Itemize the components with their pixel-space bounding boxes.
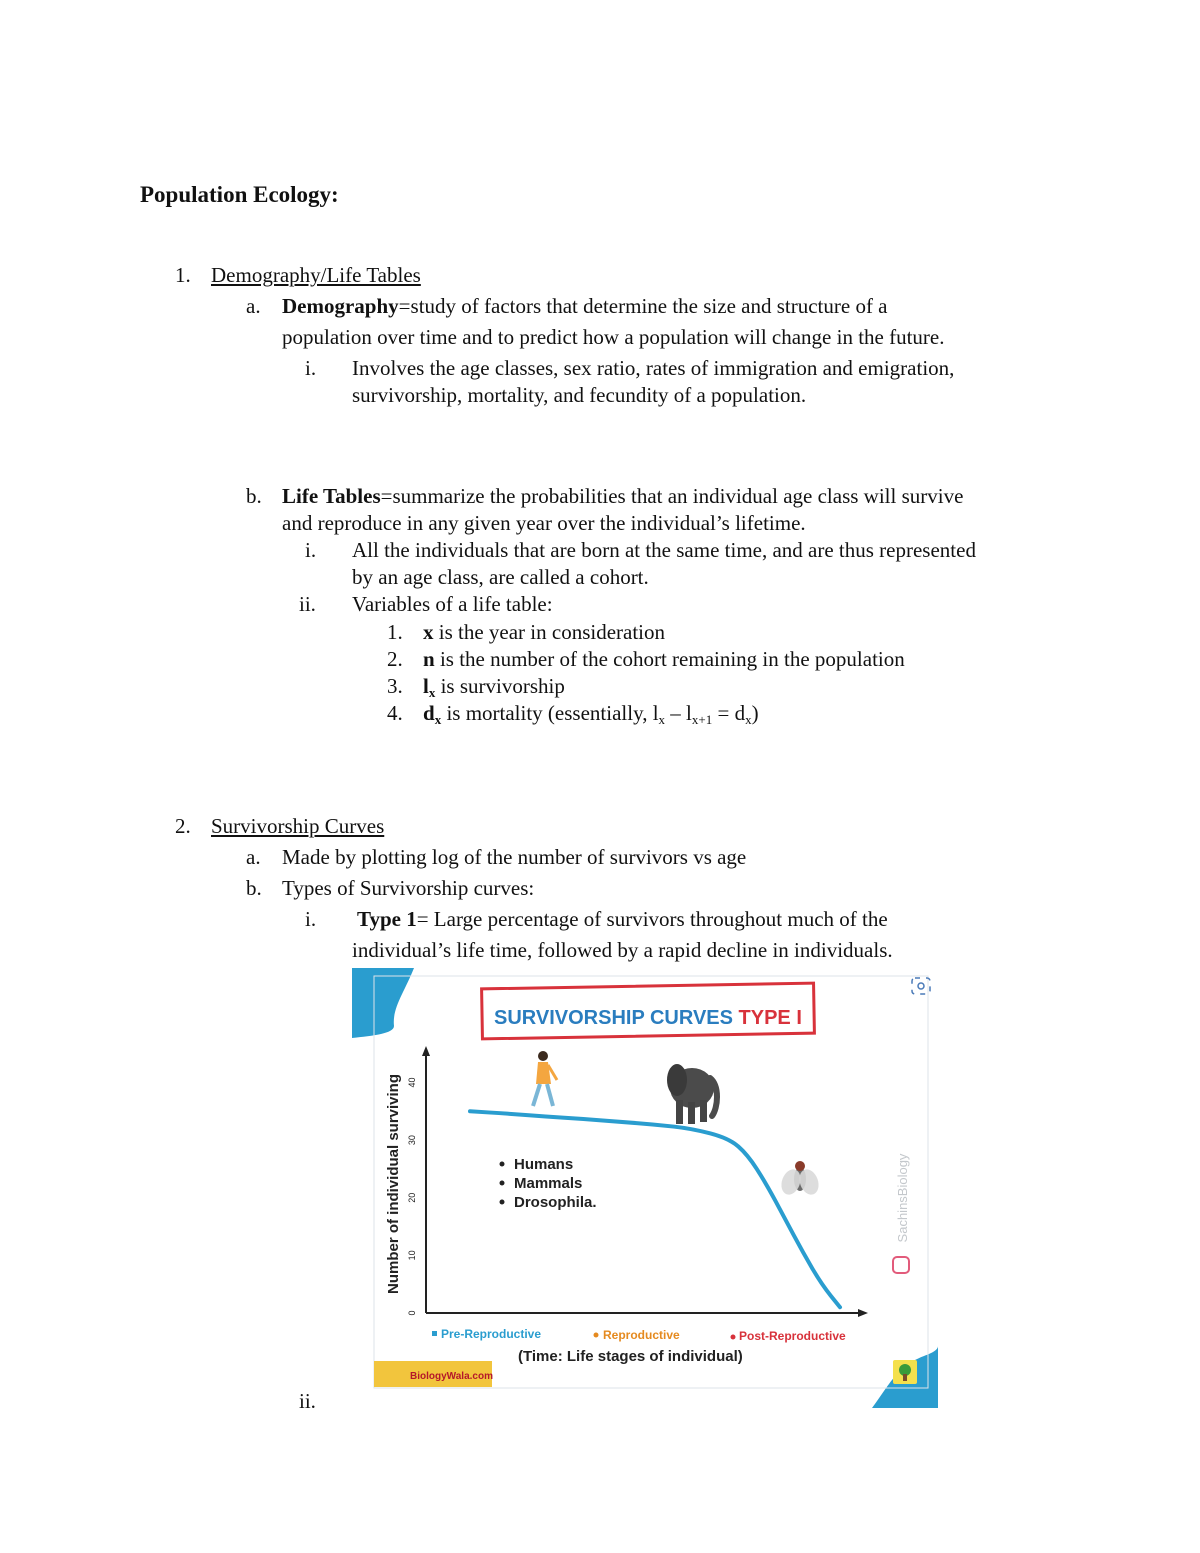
banner-title	[494, 1007, 802, 1029]
x-axis-label: (Time: Life stages of individual)	[518, 1348, 743, 1365]
item-1b-ii-line1: Variables of a life table:	[352, 592, 553, 616]
legend-humans: Humans	[514, 1156, 574, 1173]
section-1-heading: Demography/Life Tables	[211, 263, 421, 287]
section-2-number: 2.	[175, 814, 191, 838]
type-1-marker: i.	[305, 907, 317, 931]
section-2-heading: Survivorship Curves	[211, 814, 385, 838]
biologywala-logo	[374, 1361, 493, 1387]
var-4-symbol: d	[423, 701, 435, 725]
var-2-text: is the number of the cohort remaining in the population	[434, 647, 905, 671]
item-1a-line1	[282, 293, 888, 320]
y-tick-label: 30	[407, 1135, 417, 1146]
demography-definition: =study of factors that determine the size and structure of a	[398, 294, 888, 318]
life-tables-definition: =summarize the probabilities that an individual age class will survive	[380, 484, 964, 508]
watermark-text: SachinsBiology	[895, 1153, 910, 1243]
formula-sub-1: x	[658, 712, 666, 727]
type-1-line2: individual’s life time, followed by a rapid decline in individuals.	[352, 938, 893, 962]
survivorship-curve-figure	[352, 968, 938, 1408]
formula-mid: – l	[665, 701, 692, 725]
legend-bullet	[500, 1181, 505, 1186]
var-4-subscript: x	[434, 712, 442, 727]
stage-post-reproductive: Post-Reproductive	[739, 1329, 846, 1343]
var-2-symbol: n	[423, 647, 435, 671]
banner-title-type: TYPE I	[738, 1007, 802, 1029]
var-3-number: 3.	[387, 674, 403, 698]
item-1b-i-line2: by an age class, are called a cohort.	[352, 565, 649, 589]
type-1-line1	[357, 906, 888, 933]
formula-sub-3: x	[745, 712, 752, 727]
y-tick-label: 40	[407, 1077, 417, 1088]
type-2-marker: ii.	[299, 1389, 316, 1413]
var-3-symbol: l	[423, 674, 429, 698]
item-1b-marker: b.	[246, 484, 262, 508]
legend-mammals: Mammals	[514, 1175, 583, 1192]
y-tick-label: 10	[407, 1250, 417, 1261]
stage-dot-pre	[432, 1331, 437, 1336]
item-1b-line1	[282, 483, 963, 510]
item-2a-text: Made by plotting log of the number of survivors vs age	[282, 845, 747, 869]
stage-reproductive: Reproductive	[603, 1328, 680, 1342]
item-2b-marker: b.	[246, 876, 262, 900]
item-1a-i-marker: i.	[305, 356, 317, 380]
term-demography: Demography	[282, 294, 399, 318]
item-1a-i-line2: survivorship, mortality, and fecundity of a population.	[352, 383, 807, 407]
page-title: Population Ecology:	[140, 182, 339, 207]
formula-mid-2: = d	[712, 701, 746, 725]
var-1-symbol: x	[423, 620, 434, 644]
var-1-text: is the year in consideration	[433, 620, 666, 644]
svg-text:BiologyWala.com: BiologyWala.com	[410, 1371, 493, 1382]
var-4	[423, 700, 759, 727]
item-1a-marker: a.	[246, 294, 261, 318]
var-1-number: 1.	[387, 620, 403, 644]
var-3-subscript: x	[428, 685, 436, 700]
var-4-number: 4.	[387, 701, 403, 725]
var-4-text: is mortality (essentially, l	[441, 701, 659, 725]
var-2	[423, 646, 905, 673]
stage-pre-reproductive: Pre-Reproductive	[441, 1327, 542, 1341]
item-2b-text: Types of Survivorship curves:	[282, 876, 535, 900]
section-1-number: 1.	[175, 263, 191, 287]
banner-title-main: SURVIVORSHIP CURVES	[494, 1007, 739, 1029]
legend-drosophila: Drosophila.	[514, 1194, 597, 1211]
legend-bullet	[500, 1200, 505, 1205]
stage-dot-reproductive	[594, 1333, 599, 1338]
type-1-definition: = Large percentage of survivors throughout much of the	[416, 907, 888, 931]
formula-end: )	[751, 701, 759, 725]
item-1b-ii-marker: ii.	[299, 592, 316, 616]
item-1b-line2: and reproduce in any given year over the individual’s lifetime.	[282, 511, 806, 535]
tree-logo-icon	[893, 1360, 917, 1384]
var-3	[423, 673, 565, 700]
item-1a-i-line1: Involves the age classes, sex ratio, rates of immigration and emigration,	[352, 356, 955, 380]
y-tick-label: 0	[407, 1310, 417, 1316]
formula-sub-2: x+1	[691, 712, 713, 727]
y-axis-label: Number of individual surviving	[385, 1073, 402, 1295]
item-1a-line2: population over time and to predict how a population will change in the future.	[282, 325, 945, 349]
var-1	[423, 619, 665, 646]
item-1b-i-line1: All the individuals that are born at the same time, and are thus represented	[352, 538, 976, 562]
var-2-number: 2.	[387, 647, 403, 671]
term-life-tables: Life Tables	[282, 484, 381, 508]
stage-dot-post	[731, 1335, 736, 1340]
term-type-1: Type 1	[357, 907, 417, 931]
item-2a-marker: a.	[246, 845, 261, 869]
legend-bullet	[500, 1162, 505, 1167]
var-3-text: is survivorship	[435, 674, 565, 698]
item-1b-i-marker: i.	[305, 538, 317, 562]
y-tick-label: 20	[407, 1192, 417, 1203]
